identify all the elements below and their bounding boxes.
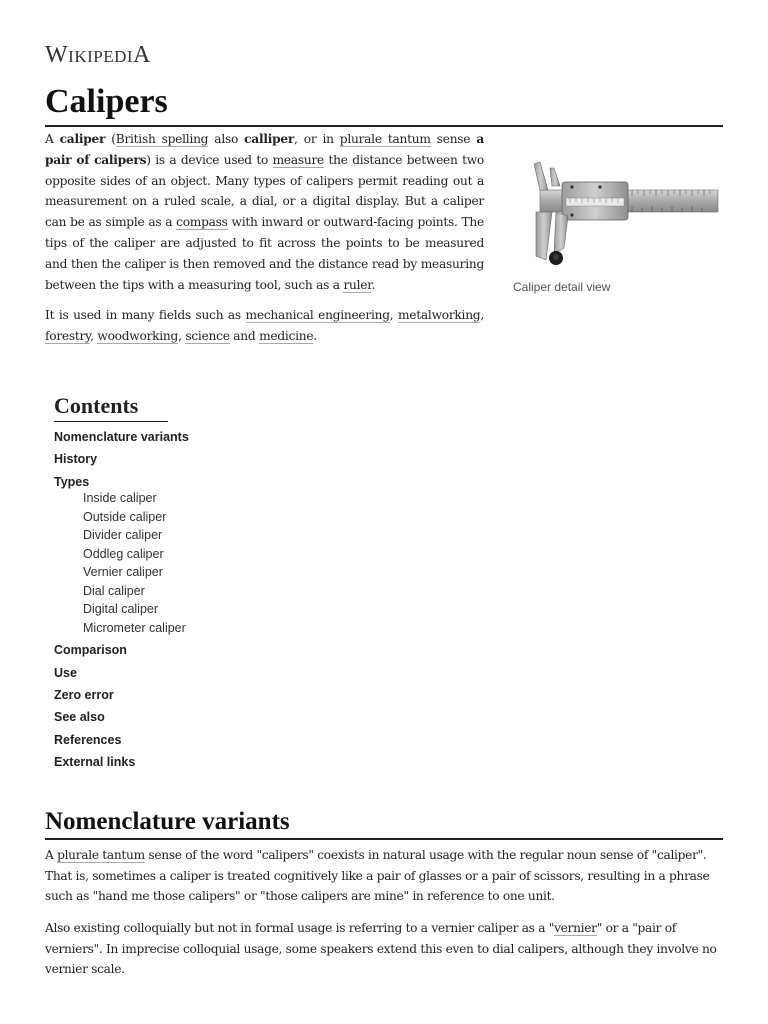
caliper-figure xyxy=(512,156,720,294)
toc-sublist-container xyxy=(54,489,354,637)
toc-item-history[interactable]: History xyxy=(54,452,98,467)
page-title: Calipers xyxy=(45,80,723,127)
toc-item-nomenclature-variants[interactable]: Nomenclature variants xyxy=(54,430,189,444)
toc-item-comparison[interactable]: Comparison xyxy=(54,643,127,658)
toc-sublist-types xyxy=(83,489,354,637)
toc-subitem-inside-caliper[interactable]: Inside caliper xyxy=(83,491,157,506)
fields-paragraph: It is used in many fields such as mechanical engineering, metalworking, forestry, woodworking, science and medicine. xyxy=(45,308,484,343)
section-heading-nomenclature-variants: Nomenclature variants xyxy=(45,808,723,840)
wordmark-middle: IKIPEDI xyxy=(68,47,134,66)
link-forestry[interactable]: forestry xyxy=(45,328,91,343)
caliper-image[interactable] xyxy=(512,156,720,276)
table-of-contents xyxy=(54,392,354,774)
link-mechanical-engineering[interactable]: mechanical engineering xyxy=(245,308,390,322)
toc-subitem-divider-caliper[interactable]: Divider caliper xyxy=(83,528,163,543)
toc-subitem-oddleg-caliper[interactable]: Oddleg caliper xyxy=(83,546,164,561)
bold-term-caliper: caliper xyxy=(59,132,106,146)
lead-paragraph: A caliper (British spelling also calliper, or in plurale tantum sense a pair of calipers) is a device used to measure the distance between two opposite sides of an object. Many types of calipers permit reading out a measurement on a ruled scale, a dial, or a digital display. But a caliper can be as simple as a compass with inward or outward-facing points. The tips of the caliper are adjusted to fit across the points to be measured and then the caliper is then removed and the distance read by measuring between the tips with a measuring tool, such as a ruler. xyxy=(45,132,485,292)
link-ruler[interactable]: ruler xyxy=(343,277,372,292)
toc-item-use[interactable]: Use xyxy=(54,665,77,680)
bold-term-calliper: calliper xyxy=(244,132,295,146)
toc-item-references[interactable]: References xyxy=(54,732,122,747)
bold-term-pair-of-calipers: a pair of calipers xyxy=(45,132,484,167)
toc-item-zero-error[interactable]: Zero error xyxy=(54,687,114,702)
figure-caption: Caliper detail view xyxy=(513,280,611,294)
link-medicine[interactable]: medicine xyxy=(259,328,314,343)
toc-subitem-micrometer-caliper[interactable]: Micrometer caliper xyxy=(83,620,186,635)
link-science[interactable]: science xyxy=(185,328,230,343)
wordmark-a: A xyxy=(133,42,151,68)
wikipedia-wordmark[interactable] xyxy=(45,42,151,69)
nomenclature-paragraph-2: Also existing colloquially but not in formal usage is referring to a vernier caliper as a "vernier" or a "pair of verniers". In imprecise colloquial usage, some speakers extend this even to dial calipers, although they involve no vernier scale. xyxy=(45,921,717,977)
link-plurale-tantum[interactable]: plurale tantum xyxy=(339,132,431,146)
link-british-spelling[interactable]: British spelling xyxy=(115,132,209,146)
toc-item-see-also[interactable]: See also xyxy=(54,710,105,725)
link-plurale-tantum-2[interactable]: plurale tantum xyxy=(57,848,145,862)
toc-list xyxy=(54,426,354,774)
toc-title: Contents xyxy=(54,392,168,422)
toc-subitem-outside-caliper[interactable]: Outside caliper xyxy=(83,509,167,524)
wordmark-w: W xyxy=(45,42,69,68)
link-metalworking[interactable]: metalworking xyxy=(398,308,481,322)
link-measure[interactable]: measure xyxy=(272,152,325,167)
link-vernier[interactable]: vernier xyxy=(554,921,597,935)
toc-subitem-vernier-caliper[interactable]: Vernier caliper xyxy=(83,565,163,580)
toc-item-external-links[interactable]: External links xyxy=(54,755,136,770)
toc-subitem-dial-caliper[interactable]: Dial caliper xyxy=(83,583,145,598)
nomenclature-paragraph-1: A plurale tantum sense of the word "calipers" coexists in natural usage with the regular noun sense of "caliper". That is, sometimes a caliper is treated cognitively like a pair of glasses or a pair of scissors, resulting in a phrase such as "hand me those calipers" or "those calipers are mine" in reference to one unit. xyxy=(45,848,710,904)
link-woodworking[interactable]: woodworking xyxy=(97,328,179,343)
link-compass[interactable]: compass xyxy=(176,215,228,230)
toc-subitem-digital-caliper[interactable]: Digital caliper xyxy=(83,602,159,617)
toc-item-types-label[interactable]: Types xyxy=(54,474,90,489)
